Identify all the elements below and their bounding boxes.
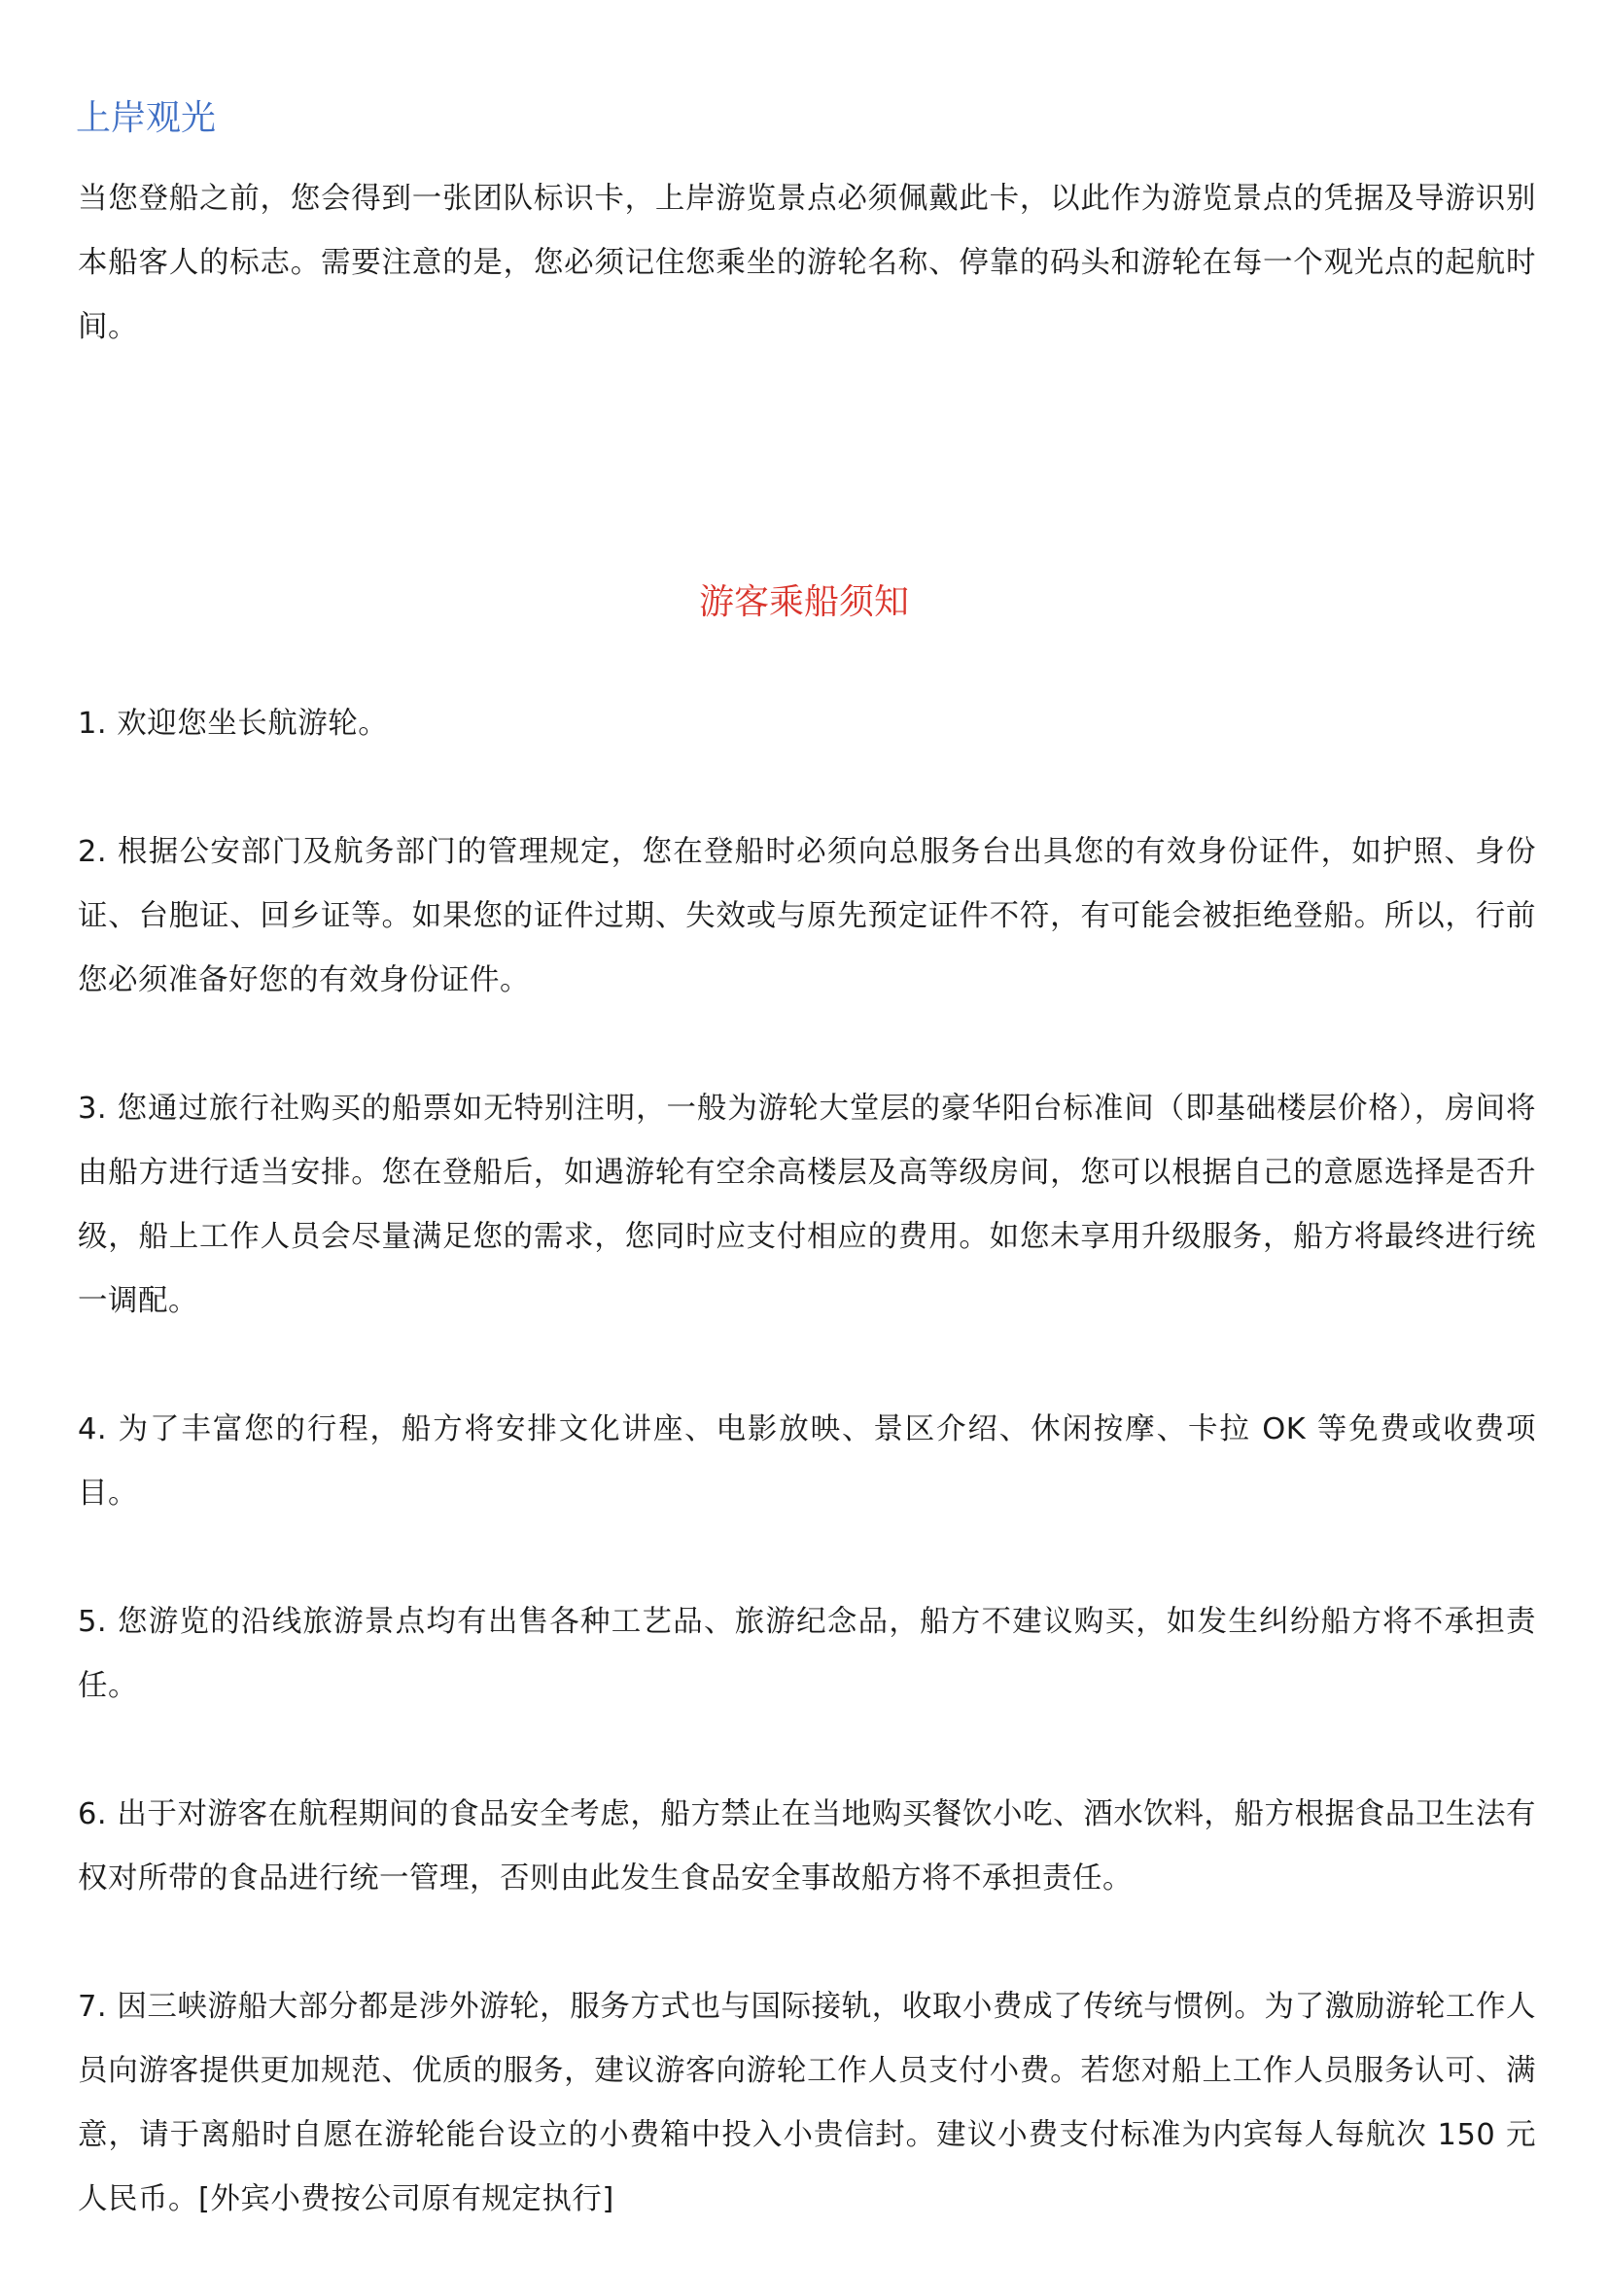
notice-item: 1. 欢迎您坐长航游轮。 [78, 707, 389, 741]
section-heading: 上岸观光 [76, 98, 217, 138]
notice-item: 7. 因三峡游船大部分都是涉外游轮，服务方式也与国际接轨，收取小费成了传统与惯例。为了激励游轮工作人员向游客提供更加规范、优质的服务，建议游客向游轮工作人员支付小费。若您对船上工作人员服务认可、满意，请于离船时自愿在游轮能台设立的小费箱中投入小贵信封。建议小费支付标准为内宾每人每航次 150 元人民币。[外宾小费按公司原有规定执行] [78, 1990, 1536, 2216]
notice-item: 2. 根据公安部门及航务部门的管理规定，您在登船时必须向总服务台出具您的有效身份证件，如护照、身份证、台胞证、回乡证等。如果您的证件过期、失效或与原先预定证件不符，有可能会被拒绝登船。所以，行前您必须准备好您的有效身份证件。 [78, 835, 1536, 997]
notice-list [78, 692, 1536, 2296]
notice-title: 游客乘船须知 [698, 582, 909, 622]
notice-item: 4. 为了丰富您的行程，船方将安排文化讲座、电影放映、景区介绍、休闲按摩、卡拉 OK 等免费或收费项目。 [78, 1412, 1536, 1511]
notice-item: 5. 您游览的沿线旅游景点均有出售各种工艺品、旅游纪念品，船方不建议购买，如发生纠纷船方将不承担责任。 [78, 1605, 1536, 1703]
notice-item: 6. 出于对游客在航程期间的食品安全考虑，船方禁止在当地购买餐饮小吃、酒水饮料，船方根据食品卫生法有权对所带的食品进行统一管理，否则由此发生食品安全事故船方将不承担责任。 [78, 1797, 1536, 1896]
intro-paragraph: 当您登船之前，您会得到一张团队标识卡，上岸游览景点必须佩戴此卡，以此作为游览景点的凭据及导游识别本船客人的标志。需要注意的是，您必须记住您乘坐的游轮名称、停靠的码头和游轮在每一个观光点的起航时间。 [78, 182, 1536, 344]
notice-item: 3. 您通过旅行社购买的船票如无特别注明，一般为游轮大堂层的豪华阳台标准间（即基础楼层价格），房间将由船方进行适当安排。您在登船后，如遇游轮有空余高楼层及高等级房间，您可以根据自己的意愿选择是否升级，船上工作人员会尽量满足您的需求，您同时应支付相应的费用。如您未享用升级服务，船方将最终进行统一调配。 [78, 1092, 1536, 1318]
